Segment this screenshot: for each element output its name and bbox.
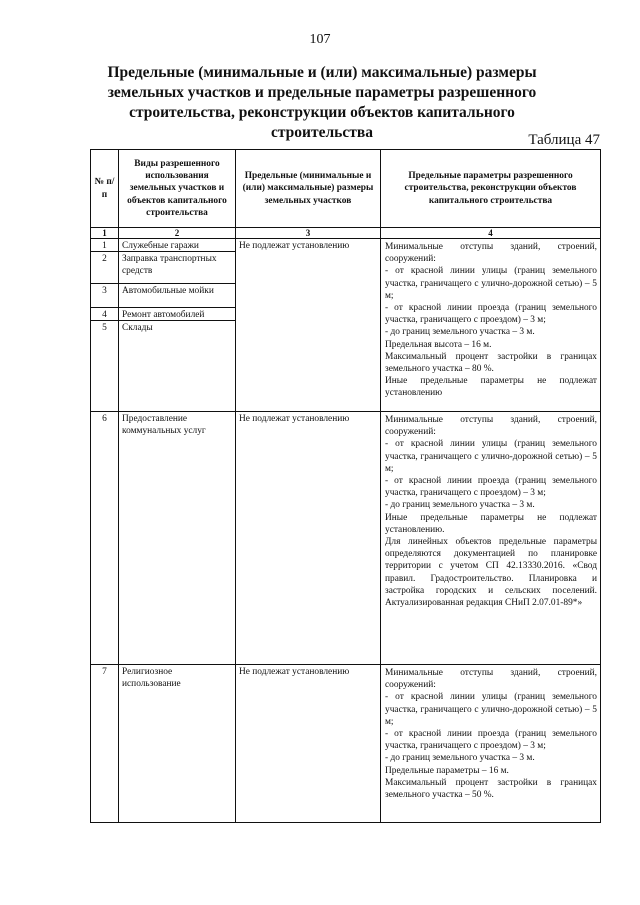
header-plot-size: Предельные (минимальные и (или) максимальные) размеры земельных участков xyxy=(236,150,381,228)
param-line: Предельная высота – 16 м. xyxy=(385,339,492,350)
param-line: Минимальные отступы зданий, строений, сооружений: xyxy=(385,668,597,691)
header-number: № п/п xyxy=(91,150,119,228)
permitted-use: Заправка транспортных средств xyxy=(119,252,236,284)
row-number: 2 xyxy=(91,252,119,284)
permitted-use: Ремонт автомобилей xyxy=(119,308,236,321)
row-number: 1 xyxy=(91,239,119,252)
param-line: - от красной линии проезда (границ земельного участка, граничащего с проездом) – 3 м; xyxy=(385,303,597,326)
param-line: - от красной линии улицы (границ земельного участка, граничащего с улично-дорожной сетью) – 5 м; xyxy=(385,266,597,301)
header-permitted-use: Виды разрешенного использования земельных участков и объектов капитального строительства xyxy=(119,150,236,228)
plot-size-value: Не подлежат установлению xyxy=(236,412,381,665)
permitted-use: Склады xyxy=(119,321,236,412)
permitted-use: Служебные гаражи xyxy=(119,239,236,252)
param-line: Для линейных объектов предельные параметры определяются документацией по планировке территории с учетом СП 42.13330.2016. «Свод правил. Градостроительство. Планировка и застройка городских и сельских поселений. Актуализированная редакция СНиП 2.07.01-89*» xyxy=(385,537,597,609)
param-line: Максимальный процент застройки в границах земельного участка – 50 %. xyxy=(385,777,597,801)
document-title: Предельные (минимальные и (или) максимальные) размеры земельных участков и предельные параметры разрешенного строительства, реконструкции объектов капитального строительства xyxy=(107,64,537,141)
column-number: 2 xyxy=(119,228,236,239)
row-number: 5 xyxy=(91,321,119,412)
plot-size-value: Не подлежат установлению xyxy=(236,239,381,412)
permitted-use: Религиозное использование xyxy=(119,665,236,823)
column-number: 3 xyxy=(236,228,381,239)
construction-params-row-7 xyxy=(381,665,601,823)
row-number: 6 xyxy=(91,412,119,665)
param-line: - от красной линии проезда (границ земельного участка, граничащего с проездом) – 3 м; xyxy=(385,476,597,499)
param-line: Иные предельные параметры не подлежат установлению. xyxy=(385,512,597,535)
param-line: - от красной линии улицы (границ земельного участка, граничащего с улично-дорожной сетью) – 5 м; xyxy=(385,439,597,474)
param-line: Предельные параметры – 16 м. xyxy=(385,765,509,776)
param-line: Минимальные отступы зданий, строений, сооружений: xyxy=(385,242,597,265)
plot-size-value: Не подлежат установлению xyxy=(236,665,381,823)
param-line: - от красной линии проезда (границ земельного участка, граничащего с проездом) – 3 м; xyxy=(385,729,597,752)
permitted-use: Автомобильные мойки xyxy=(119,284,236,308)
row-number: 7 xyxy=(91,665,119,823)
page-number: 107 xyxy=(309,32,331,47)
row-number: 3 xyxy=(91,284,119,308)
construction-params-group-1-5 xyxy=(381,239,601,412)
param-line: - от красной линии улицы (границ земельного участка, граничащего с улично-дорожной сетью) – 5 м; xyxy=(385,692,597,727)
header-construction-params: Предельные параметры разрешенного строительства, реконструкции объектов капитального строительства xyxy=(381,150,601,228)
param-line: Иные предельные параметры не подлежат установлению xyxy=(385,376,597,399)
table-caption: Таблица 47 xyxy=(528,132,600,148)
param-line: - до границ земельного участка – 3 м. xyxy=(385,327,535,338)
param-line: - до границ земельного участка – 3 м. xyxy=(385,500,535,511)
parameters-table xyxy=(90,149,601,823)
row-number: 4 xyxy=(91,308,119,321)
permitted-use: Предоставление коммунальных услуг xyxy=(119,412,236,665)
column-number: 4 xyxy=(381,228,601,239)
param-line: Максимальный процент застройки в границах земельного участка – 80 %. xyxy=(385,351,597,375)
column-number: 1 xyxy=(91,228,119,239)
param-line: Минимальные отступы зданий, строений, сооружений: xyxy=(385,415,597,438)
construction-params-row-6 xyxy=(381,412,601,665)
param-line: - до границ земельного участка – 3 м. xyxy=(385,753,535,764)
